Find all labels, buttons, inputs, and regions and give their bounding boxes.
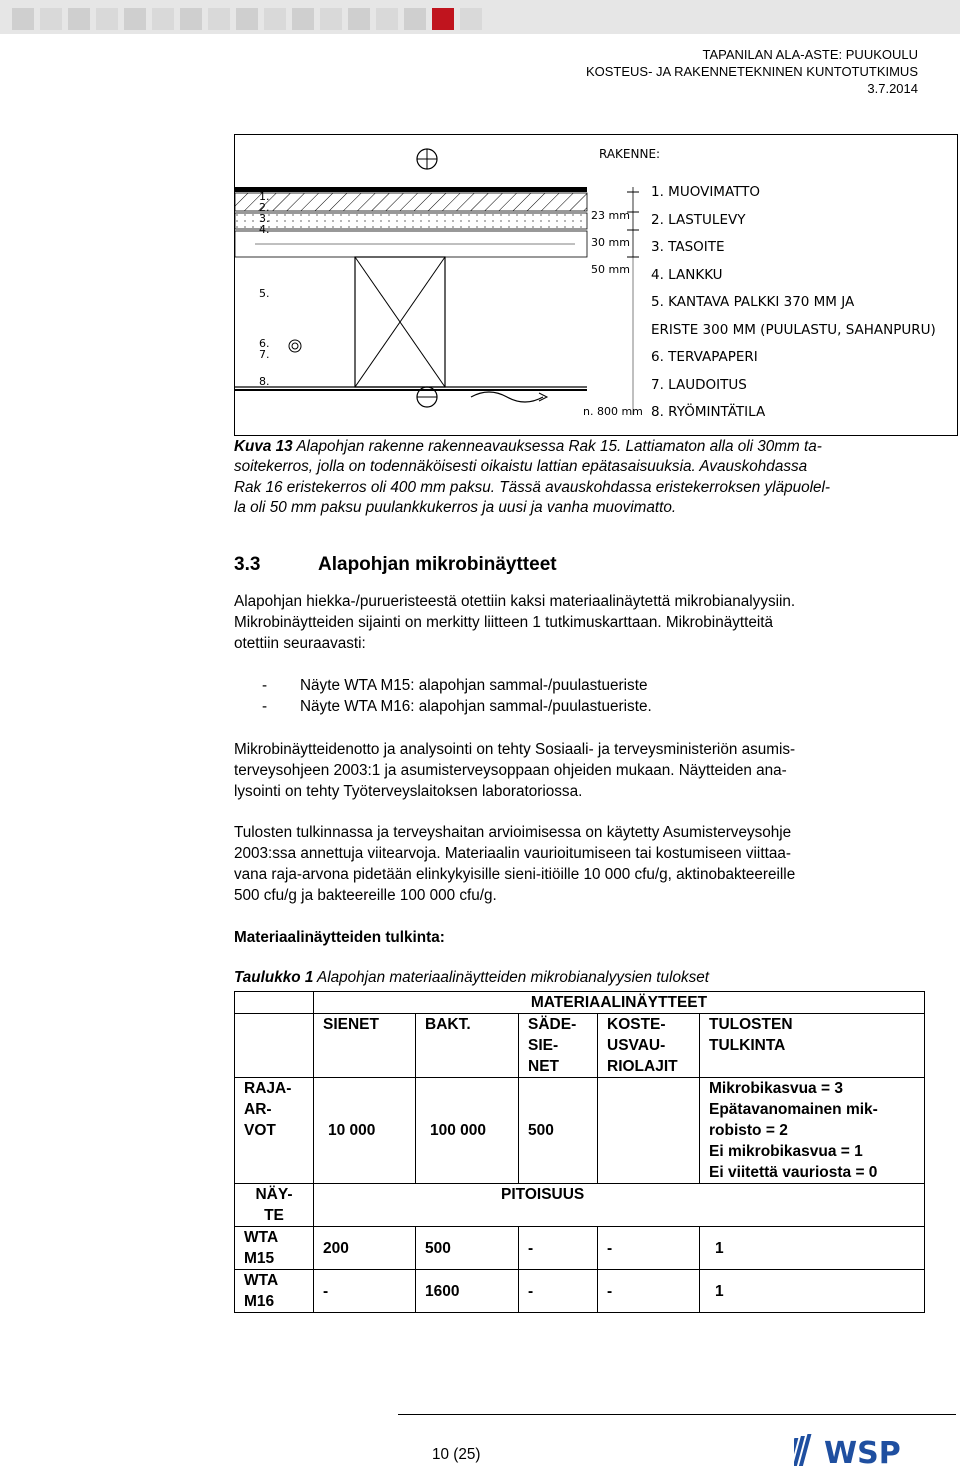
- wsp-logo: [794, 1432, 920, 1475]
- table-caption: Taulukko 1 Alapohjan materiaalinäytteiden mikrobianalyysien tulokset: [234, 969, 710, 986]
- pitoisuus-label: PITOISUUS: [314, 1184, 925, 1227]
- thickness-50: 50 mm: [591, 263, 630, 276]
- col-header-tulosten-tulkinta: TULOSTEN TULKINTA: [700, 1014, 925, 1078]
- interpretation-subheading: Materiaalinäytteiden tulkinta:: [234, 929, 445, 946]
- raja-bakt: 100 000: [416, 1078, 519, 1184]
- list-item: - Näyte WTA M15: alapohjan sammal-/puulastueriste: [262, 677, 648, 694]
- paragraph-samples: Alapohjan hiekka-/purueristeestä otettiin kaksi materiaalinäytettä mikrobianalyysiin. Mikrobinäytteiden sijainti on merkitty liitteen 1 tutkimuskarttaan. Mikrobinäytteitä otettiin seuraavasti:: [234, 593, 796, 652]
- thickness-23: 23 mm: [591, 209, 630, 222]
- m16-tulkinta: 1: [700, 1270, 925, 1313]
- m15-sienet: 200: [314, 1227, 416, 1270]
- accent-red-block: [432, 8, 454, 30]
- table-row: [235, 1227, 925, 1270]
- color-block: [236, 8, 258, 30]
- layer-number-5: 5.: [259, 287, 270, 300]
- m16-bakt: 1600: [416, 1270, 519, 1313]
- m15-kostumis: -: [598, 1227, 700, 1270]
- col-header-kostumisvauriolajit: KOSTE- USVAU- RIOLAJIT: [598, 1014, 700, 1078]
- layer-number-8: 8.: [259, 375, 270, 388]
- layer-numbers-top: 1. 2. 3. 4.: [259, 190, 270, 236]
- color-block: [152, 8, 174, 30]
- figure-caption: Kuva 13 Alapohjan rakenne rakenneavauksessa Rak 15. Lattiamaton alla oli 30mm ta- soitekerros, jolla on todennäköisesti oikaistu lattian epätasaisuuksia. Avauskohdassa Rak 16 eristekerros oli 400 mm paksu. Tässä avauskohdassa eristekerroksen yläpuolel- la oli 50 mm paksu puulankkukerros ja uusi ja vanha muovimatto.: [234, 438, 831, 516]
- color-block: [320, 8, 342, 30]
- m16-sienet: -: [314, 1270, 416, 1313]
- table-row: [235, 992, 925, 1014]
- table-row: [235, 1184, 925, 1227]
- col-header-sadesienet: SÄDE- SIE- NET: [519, 1014, 598, 1078]
- results-table: [234, 991, 925, 1313]
- color-block: [68, 8, 90, 30]
- color-block: [460, 8, 482, 30]
- color-block: [180, 8, 202, 30]
- tulkinta-scale: Mikrobikasvua = 3 Epätavanomainen mik- robisto = 2 Ei mikrobikasvua = 1 Ei viitettä vauriosta = 0: [700, 1078, 925, 1184]
- plus-icon: [417, 149, 437, 169]
- header-project-title: TAPANILAN ALA-ASTE: PUUKOULU: [702, 47, 918, 62]
- sample-list: [262, 675, 652, 717]
- thickness-30: 30 mm: [591, 236, 630, 249]
- layer-legend: 1. MUOVIMATTO 2. LASTULEVY 3. TASOITE 4. LANKKU 5. KANTAVA PALKKI 370 MM JA ERISTE 300 MM (PUULASTU, SAHANPURU) 6. TERVAPAPERI 7. LAUDOITUS 8. RYÖMINTÄTILA: [651, 184, 936, 420]
- thickness-800: n. 800 mm: [583, 405, 643, 418]
- color-block: [12, 8, 34, 30]
- paragraph-limits: Tulosten tulkinnassa ja terveyshaitan arvioimisessa on käytetty Asumisterveysohje 2003:ssa annettuja viitearvoja. Materiaalin vaurioitumiseen tai kostumiseen viittaa- vana raja-arvona pidetään elinkykyisille sieni-itiöille 10 000 cfu/g, aktinobakteereille 500 cfu/g ja bakteereille 100 000 cfu/g.: [234, 824, 796, 904]
- page-number: 10 (25): [432, 1446, 481, 1463]
- color-block: [292, 8, 314, 30]
- list-item: - Näyte WTA M16: alapohjan sammal-/puulastueriste.: [262, 698, 652, 715]
- header-report-type: KOSTEUS- JA RAKENNETEKNINEN KUNTOTUTKIMUS: [585, 64, 918, 79]
- row-label-m15: WTA M15: [235, 1227, 314, 1270]
- m15-bakt: 500: [416, 1227, 519, 1270]
- m15-sadesienet: -: [519, 1227, 598, 1270]
- m16-sadesienet: -: [519, 1270, 598, 1313]
- caption-label: Kuva 13: [234, 438, 293, 455]
- color-block: [264, 8, 286, 30]
- table-row: [235, 1014, 925, 1078]
- top-color-bar: [0, 0, 960, 34]
- m16-kostumis: -: [598, 1270, 700, 1313]
- color-block: [124, 8, 146, 30]
- table-row: [235, 1078, 925, 1184]
- paragraph-method: Mikrobinäytteidenotto ja analysointi on tehty Sosiaali- ja terveysministeriön asumis- terveysohjeen 2003:1 ja asumisterveysoppaan ohjeiden mukaan. Näytteiden ana- lysointi on tehty Työterveyslaitoksen laboratoriossa.: [234, 741, 796, 800]
- row-label-raja-arvot: RAJA- AR- VOT: [235, 1078, 314, 1184]
- floor-structure-figure: [234, 134, 958, 436]
- figure-title: RAKENNE:: [599, 147, 661, 161]
- layer-numbers-6-7: 6. 7.: [259, 337, 270, 361]
- color-block: [376, 8, 398, 30]
- color-block: [208, 8, 230, 30]
- color-block: [96, 8, 118, 30]
- color-block: [40, 8, 62, 30]
- row-label-m16: WTA M16: [235, 1270, 314, 1313]
- table-row: [235, 1270, 925, 1313]
- m15-tulkinta: 1: [700, 1227, 925, 1270]
- table-group-header: MATERIAALINÄYTTEET: [314, 992, 925, 1014]
- footer-divider: [398, 1414, 956, 1415]
- raja-sadesienet: 500: [519, 1078, 598, 1184]
- header-date: 3.7.2014: [867, 81, 918, 96]
- color-block: [348, 8, 370, 30]
- row-label-nayte: NÄY- TE: [235, 1184, 314, 1227]
- color-block: [404, 8, 426, 30]
- col-header-sienet: SIENET: [314, 1014, 416, 1078]
- svg-text:WSP: WSP: [824, 1436, 901, 1470]
- section-heading: 3.3 Alapohjan mikrobinäytteet: [234, 554, 557, 575]
- raja-sienet: 10 000: [314, 1078, 416, 1184]
- col-header-bakt: BAKT.: [416, 1014, 519, 1078]
